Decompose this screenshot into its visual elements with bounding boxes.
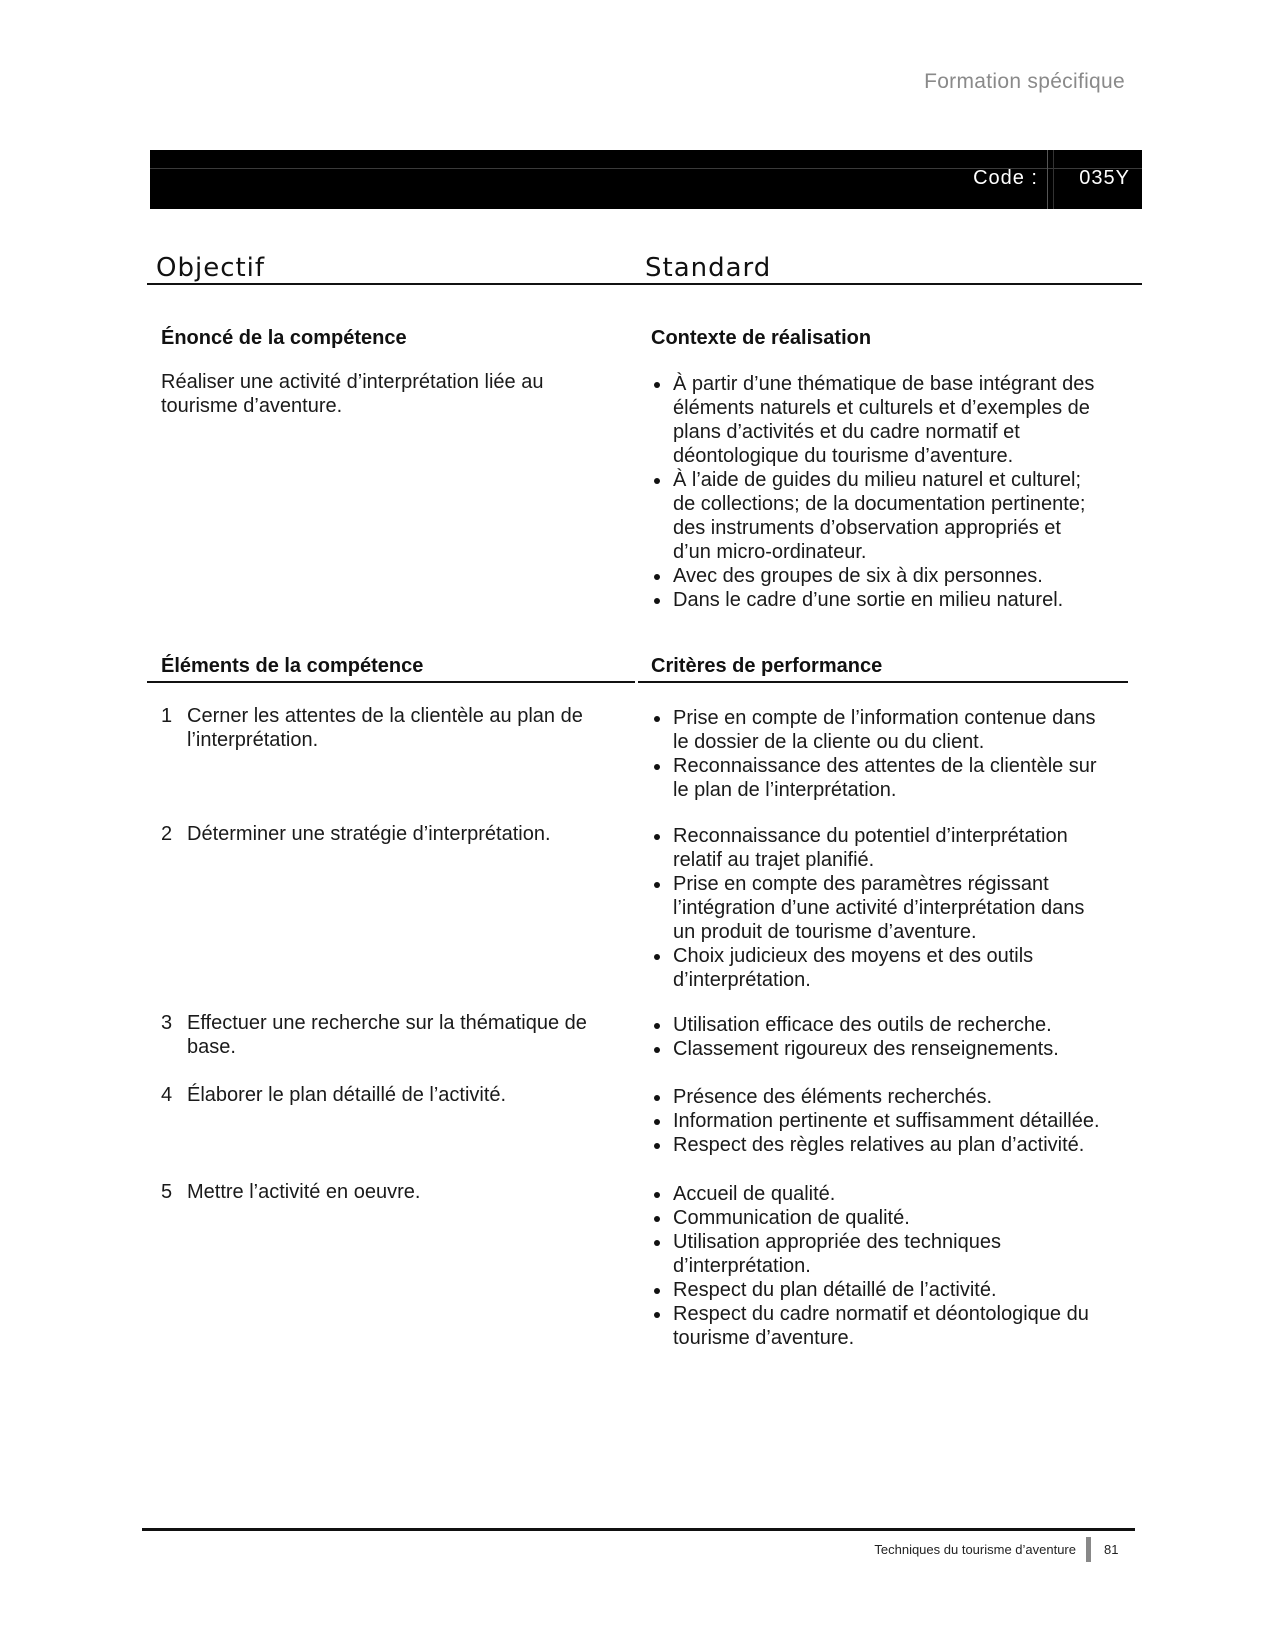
criterion-item [651,1302,1131,1350]
text-line: Accueil de qualité. [673,1183,836,1205]
elements-rule [147,681,635,683]
criterion-item [651,1206,1131,1230]
element-text [187,1180,627,1204]
text-line: Respect du plan détaillé de l’activité. [673,1279,997,1301]
criterion-item [651,1109,1131,1133]
enonce-text [161,370,543,418]
page-number: 81 [1104,1542,1119,1557]
text-line: l’intégration d’une activité d’interprétation dans [673,897,1085,919]
text-line: l’interprétation. [187,729,319,751]
text-line: le plan de l’interprétation. [673,779,897,801]
text-line: déontologique du tourisme d’aventure. [673,445,1014,467]
element-number: 4 [161,1084,173,1106]
criteria-list [651,824,1131,992]
contexte-item [651,564,1131,588]
contexte-list [651,372,1131,612]
column-heading-standard: Standard [645,253,772,283]
column-heading-objectif: Objectif [156,253,266,283]
criteria-list [651,1013,1131,1061]
text-line: tourisme d’aventure. [161,395,343,417]
criterion-item [651,824,1131,872]
element-text [187,1011,627,1059]
element-number: 2 [161,823,173,845]
text-line: Réaliser une activité d’interprétation liée au [161,371,544,393]
text-line: Choix judicieux des moyens et des outils [673,945,1034,967]
footer-title: Techniques du tourisme d’aventure [874,1542,1076,1557]
criterion-item [651,706,1131,754]
text-line: Respect du cadre normatif et déontologique du [673,1303,1089,1325]
contexte-heading: Contexte de réalisation [651,327,872,349]
code-value: 035Y [1079,167,1130,189]
text-line: un produit de tourisme d’aventure. [673,921,977,943]
text-line: Classement rigoureux des renseignements. [673,1038,1059,1060]
element-text [187,704,627,752]
text-line: Avec des groupes de six à dix personnes. [673,565,1043,587]
code-bar-separator [1047,150,1048,209]
text-line: Utilisation efficace des outils de recherche. [673,1014,1052,1036]
text-line: éléments naturels et culturels et d’exemples de [673,397,1090,419]
text-line: d’interprétation. [673,1255,811,1277]
text-line: Utilisation appropriée des techniques [673,1231,1001,1253]
criteres-rule [638,681,1128,683]
text-line: plans d’activités et du cadre normatif et [673,421,1020,443]
element-number: 5 [161,1181,173,1203]
text-line: d’interprétation. [673,969,811,991]
text-line: relatif au trajet planifié. [673,849,875,871]
criterion-item [651,1085,1131,1109]
text-line: Communication de qualité. [673,1207,910,1229]
enonce-heading: Énoncé de la compétence [161,327,407,349]
element-text [187,822,627,846]
criterion-item [651,1013,1131,1037]
element-number: 1 [161,705,173,727]
criterion-item [651,1133,1131,1157]
criterion-item [651,944,1131,992]
code-label: Code : [973,167,1038,189]
text-line: Respect des règles relatives au plan d’activité. [673,1134,1085,1156]
section-title: Formation spécifique [924,70,1125,93]
contexte-item [651,468,1131,564]
footer-separator [1086,1537,1091,1562]
contexte-item [651,588,1131,612]
text-line: Effectuer une recherche sur la thématique de [187,1012,587,1034]
code-bar [150,150,1142,209]
text-line: d’un micro-ordinateur. [673,541,867,563]
text-line: Élaborer le plan détaillé de l’activité. [187,1084,507,1106]
elements-heading: Éléments de la compétence [161,655,424,677]
footer-rule [142,1528,1135,1531]
text-line: des instruments d’observation appropriés et [673,517,1061,539]
text-line: Déterminer une stratégie d’interprétation. [187,823,551,845]
criterion-item [651,872,1131,944]
text-line: À l’aide de guides du milieu naturel et culturel; [673,469,1082,491]
text-line: Information pertinente et suffisamment détaillée. [673,1110,1100,1132]
contexte-item [651,372,1131,468]
column-heading-rule [147,283,1142,285]
text-line: Prise en compte de l’information contenue dans [673,707,1096,729]
code-bar-separator [1053,150,1054,209]
criteria-list [651,706,1131,802]
criterion-item [651,1037,1131,1061]
text-line: Prise en compte des paramètres régissant [673,873,1049,895]
text-line: Présence des éléments recherchés. [673,1086,993,1108]
text-line: Reconnaissance du potentiel d’interprétation [673,825,1068,847]
criterion-item [651,1278,1131,1302]
criterion-item [651,1230,1131,1278]
criteres-heading: Critères de performance [651,655,883,677]
criterion-item [651,754,1131,802]
element-text [187,1083,627,1107]
criteria-list [651,1085,1131,1157]
element-number: 3 [161,1012,173,1034]
text-line: Cerner les attentes de la clientèle au plan de [187,705,583,727]
criteria-list [651,1182,1131,1350]
text-line: de collections; de la documentation pertinente; [673,493,1086,515]
text-line: tourisme d’aventure. [673,1327,855,1349]
text-line: À partir d’une thématique de base intégrant des [673,373,1095,395]
text-line: Mettre l’activité en oeuvre. [187,1181,421,1203]
criterion-item [651,1182,1131,1206]
text-line: base. [187,1036,236,1058]
text-line: le dossier de la cliente ou du client. [673,731,985,753]
text-line: Reconnaissance des attentes de la clientèle sur [673,755,1097,777]
text-line: Dans le cadre d’une sortie en milieu naturel. [673,589,1064,611]
